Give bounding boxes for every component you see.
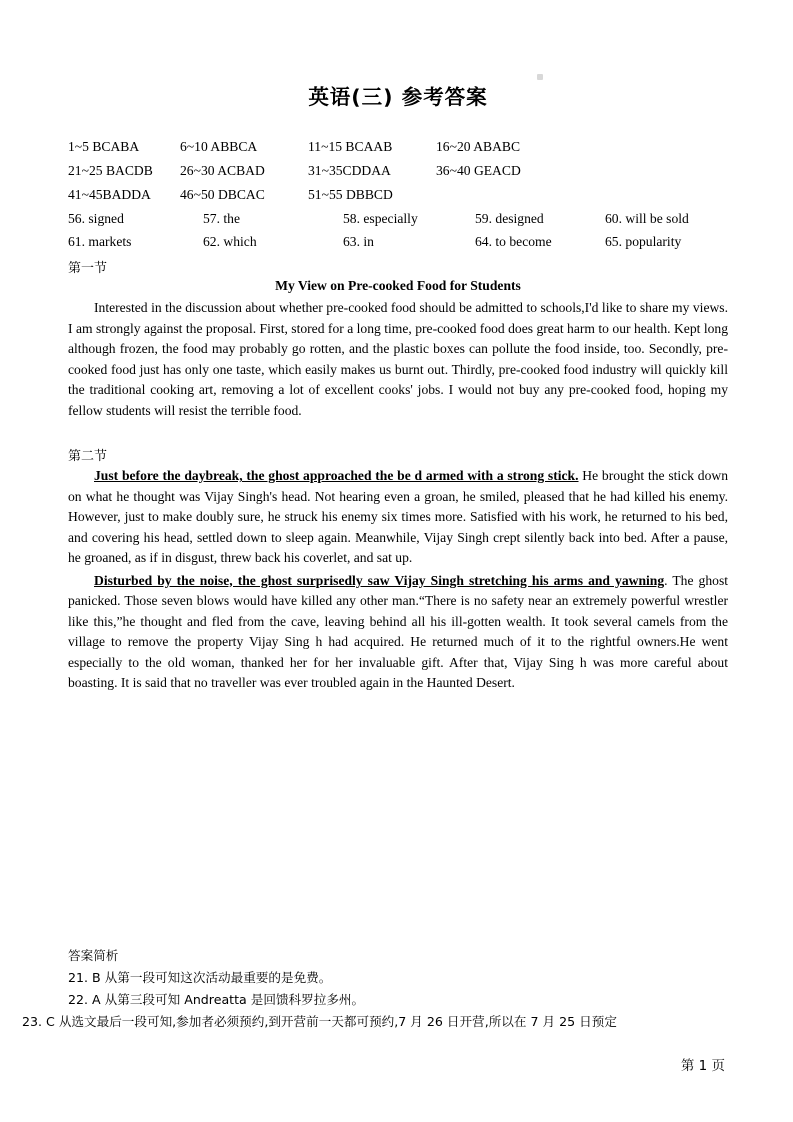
essay-title: My View on Pre-cooked Food for Students (275, 278, 521, 293)
answer-group: 60. will be sold (605, 211, 689, 226)
answer-row (68, 231, 728, 253)
section-two-label: 第二节 (68, 449, 108, 464)
continuation-body-one: He brought the stick down on what he thought was Vijay Singh's head. Not hearing even a groan, he smiled, pleased that he had killed his enemy. However, just to make doubly sure, he struck his enemy six times more. Satisfied with his work, he returned to his bed, and covering his head, settled down to sleep again. Meanwhile, Vijay Singh crept silently back into bed. After a pause, he groaned, as if in disgust, threw back his coverlet, and sat up. (68, 468, 728, 565)
answer-group: 46~50 DBCAC (180, 187, 265, 202)
answer-group: 64. to become (475, 234, 552, 249)
answer-row (68, 184, 728, 206)
continuation-body-two: . The ghost panicked. Those seven blows would have killed any other man.“There is no safety near an extremely powerful wrestler like this,”he thought and fled from the cave, leaving behind all his ill-gotten wealth. It took several camels from the village to remove the property Vijay Sing h had acquired. He returned much of it to the rightful owners.He went especially to the old woman, thanked her for her invaluable gift. After that, Vijay Sing h was more careful about boasting. It is said that no traveller was ever troubled again in the Haunted Desert. (68, 572, 729, 690)
answer-group: 62. which (203, 234, 257, 249)
answer-group: 57. the (203, 211, 240, 226)
answer-group: 31~35CDDAA (308, 163, 391, 178)
answer-row (68, 136, 728, 158)
objective-answers-block (68, 136, 728, 253)
continuation-paragraph-two (68, 571, 728, 694)
answer-row (68, 160, 728, 182)
document-content (68, 80, 728, 696)
answer-group: 36~40 GEACD (436, 163, 521, 178)
essay-paragraph: Interested in the discussion about whether pre-cooked food should be admitted to schools,I'd like to share my views. I am strongly against the proposal. First, stored for a long time, pre-cooked food does great harm to our health. Kept long although frozen, the food may probably go rotten, and the plastic boxes can pollute the food inside, too. Secondly, pre-cooked food just has only one taste, which easily makes us burnt out. Thirdly, pre-cooked food industry will quickly kill the traditional cooking art, removing a lot of excellent cooks' jobs. I would not buy any pre-cooked food, hoping my fellow students will resist the terrible food. (68, 300, 728, 418)
analysis-item: 21. B 从第一段可知这次活动最重要的是免费。 (68, 970, 332, 985)
analysis-item: 22. A 从第三段可知 Andreatta 是回馈科罗拉多州。 (68, 992, 365, 1007)
answer-group: 56. signed (68, 211, 124, 226)
analysis-section (22, 945, 738, 1033)
continuation-paragraph-one (68, 466, 728, 569)
answer-group: 61. markets (68, 234, 132, 249)
continuation-lead-two: Disturbed by the noise, the ghost surprisedly saw Vijay Singh stretching his arms and yawning (94, 572, 665, 588)
answer-group: 26~30 ACBAD (180, 163, 265, 178)
answer-group: 41~45BADDA (68, 187, 151, 202)
answer-group: 6~10 ABBCA (180, 139, 258, 154)
page-number: 第 1 页 (680, 1058, 725, 1074)
answer-group: 1~5 BCABA (68, 139, 140, 154)
answer-group: 63. in (343, 234, 374, 249)
answer-row (68, 208, 728, 230)
answer-group: 65. popularity (605, 234, 682, 249)
answer-group: 58. especially (343, 211, 418, 226)
section-one-label: 第一节 (68, 261, 108, 276)
answer-group: 11~15 BCAAB (308, 139, 393, 154)
answer-group: 51~55 DBBCD (308, 187, 393, 202)
answer-group: 59. designed (475, 211, 544, 226)
page-title: 英语(三) 参考答案 (308, 85, 488, 109)
continuation-lead-one: Just before the daybreak, the ghost approached the be d armed with a strong stick. (94, 468, 579, 483)
answer-group: 16~20 ABABC (436, 139, 521, 154)
spacer (68, 423, 728, 441)
answer-group: 21~25 BACDB (68, 163, 153, 178)
analysis-heading: 答案简析 (68, 948, 119, 963)
analysis-item: 23. C 从选文最后一段可知,参加者必须预约,到开营前一天都可预约,7 月 26 日开营,所以在 7 月 25 日预定 (22, 1014, 617, 1029)
